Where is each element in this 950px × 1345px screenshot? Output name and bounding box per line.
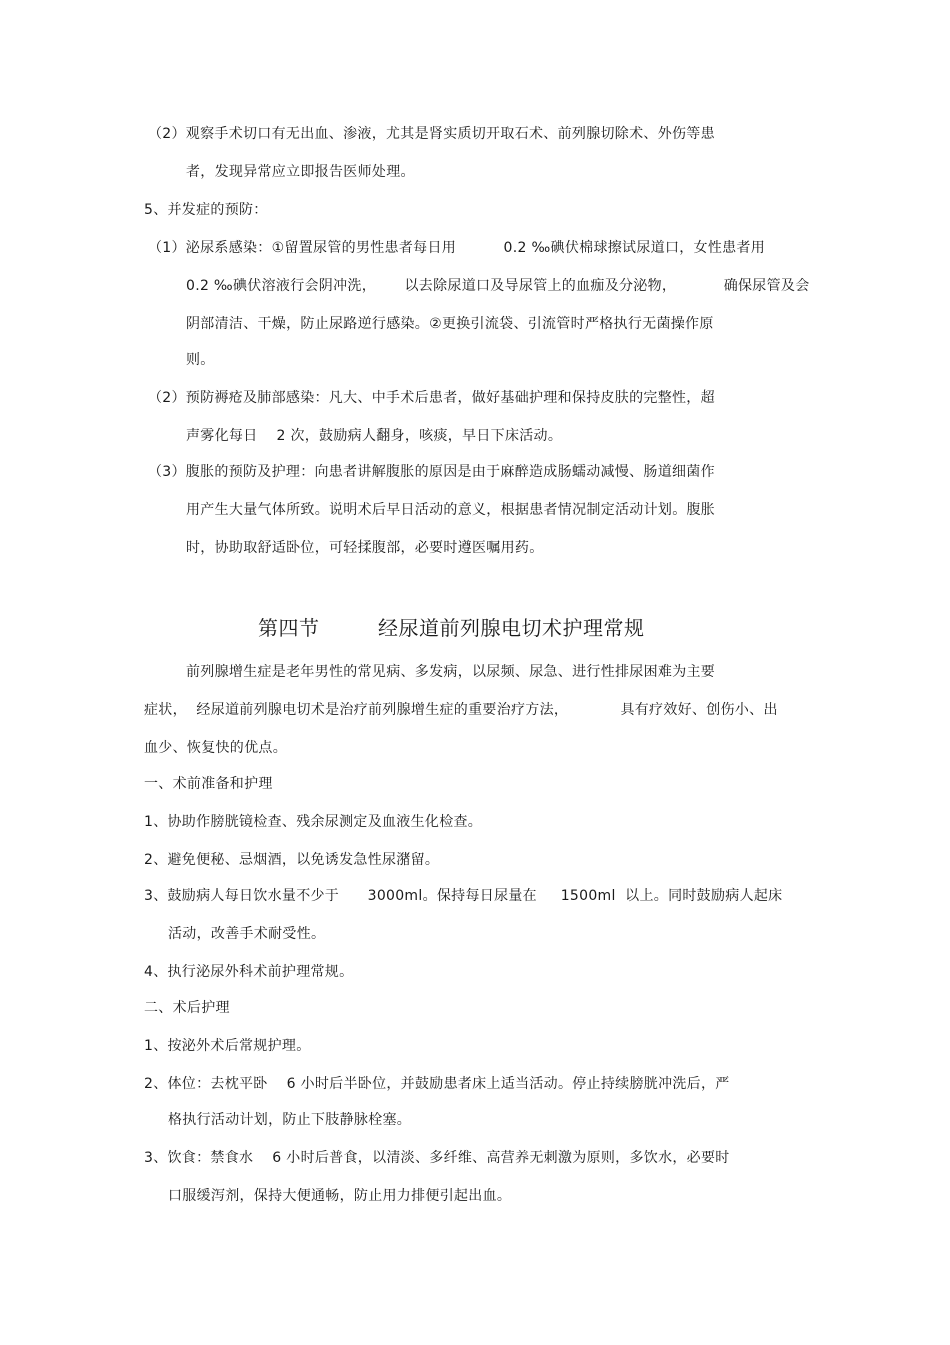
text-line: 用产生大量气体所致。说明术后早日活动的意义，根据患者情况制定活动计划。腹胀: [186, 502, 716, 518]
text-line: 3、鼓励病人每日饮水量不少于 3000ml。保持每日尿量在 1500ml 以上。同时鼓励病人起床: [144, 888, 783, 904]
text-line: 3、饮食：禁食水 6 小时后普食，以清淡、多纤维、高营养无刺激为原则，多饮水，必要时: [144, 1150, 730, 1166]
text-line: 1、按泌外术后常规护理。: [144, 1038, 311, 1054]
text-line: 口服缓泻剂，保持大便通畅，防止用力排便引起出血。: [168, 1188, 512, 1204]
text-line: （2）观察手术切口有无出血、渗液，尤其是肾实质切开取石术、前列腺切除术、外伤等患: [148, 126, 715, 142]
text-line: 则。: [186, 352, 215, 368]
text-line: 时，协助取舒适卧位，可轻揉腹部，必要时遵医嘱用药。: [186, 540, 544, 556]
text-line: 前列腺增生症是老年男性的常见病、多发病，以尿频、尿急、进行性排尿困难为主要: [186, 664, 716, 680]
text-line: （1）泌尿系感染：①留置尿管的男性患者每日用 0.2 ‰碘伏棉球擦试尿道口，女性患者用: [148, 240, 766, 256]
text-line: （3）腹胀的预防及护理：向患者讲解腹胀的原因是由于麻醉造成肠蠕动减慢、肠道细菌作: [148, 464, 715, 480]
text-line: 0.2 ‰碘伏溶液行会阴冲洗， 以去除尿道口及导尿管上的血痂及分泌物， 确保尿管及会: [186, 278, 810, 294]
text-line: 声雾化每日 2 次，鼓励病人翻身，咳痰，早日下床活动。: [186, 428, 563, 444]
text-line: 4、执行泌尿外科术前护理常规。: [144, 964, 354, 980]
text-line: 5、并发症的预防：: [144, 202, 268, 218]
text-line: 一、术前准备和护理: [144, 776, 273, 792]
text-line: 2、避免便秘、忌烟酒，以免诱发急性尿潴留。: [144, 852, 440, 868]
text-line: 症状， 经尿道前列腺电切术是治疗前列腺增生症的重要治疗方法， 具有疗效好、创伤小、出: [144, 702, 778, 718]
text-line: 阴部清洁、干燥，防止尿路逆行感染。②更换引流袋、引流管时严格执行无菌操作原: [186, 316, 714, 332]
text-line: 活动，改善手术耐受性。: [168, 926, 326, 942]
text-line: 者，发现异常应立即报告医师处理。: [186, 164, 415, 180]
text-line: 格执行活动计划，防止下肢静脉栓塞。: [168, 1112, 412, 1128]
section-title: 经尿道前列腺电切术护理常规: [378, 616, 645, 640]
section-number: 第四节: [258, 616, 320, 640]
text-line: （2）预防褥疮及肺部感染：凡大、中手术后患者，做好基础护理和保持皮肤的完整性，超: [148, 390, 715, 406]
text-line: 1、协助作膀胱镜检查、残余尿测定及血液生化检查。: [144, 814, 483, 830]
text-line: 2、体位：去枕平卧 6 小时后半卧位，并鼓励患者床上适当活动。停止持续膀胱冲洗后，严: [144, 1076, 730, 1092]
text-line: 血少、恢复快的优点。: [144, 740, 287, 756]
text-line: 二、术后护理: [144, 1000, 230, 1016]
